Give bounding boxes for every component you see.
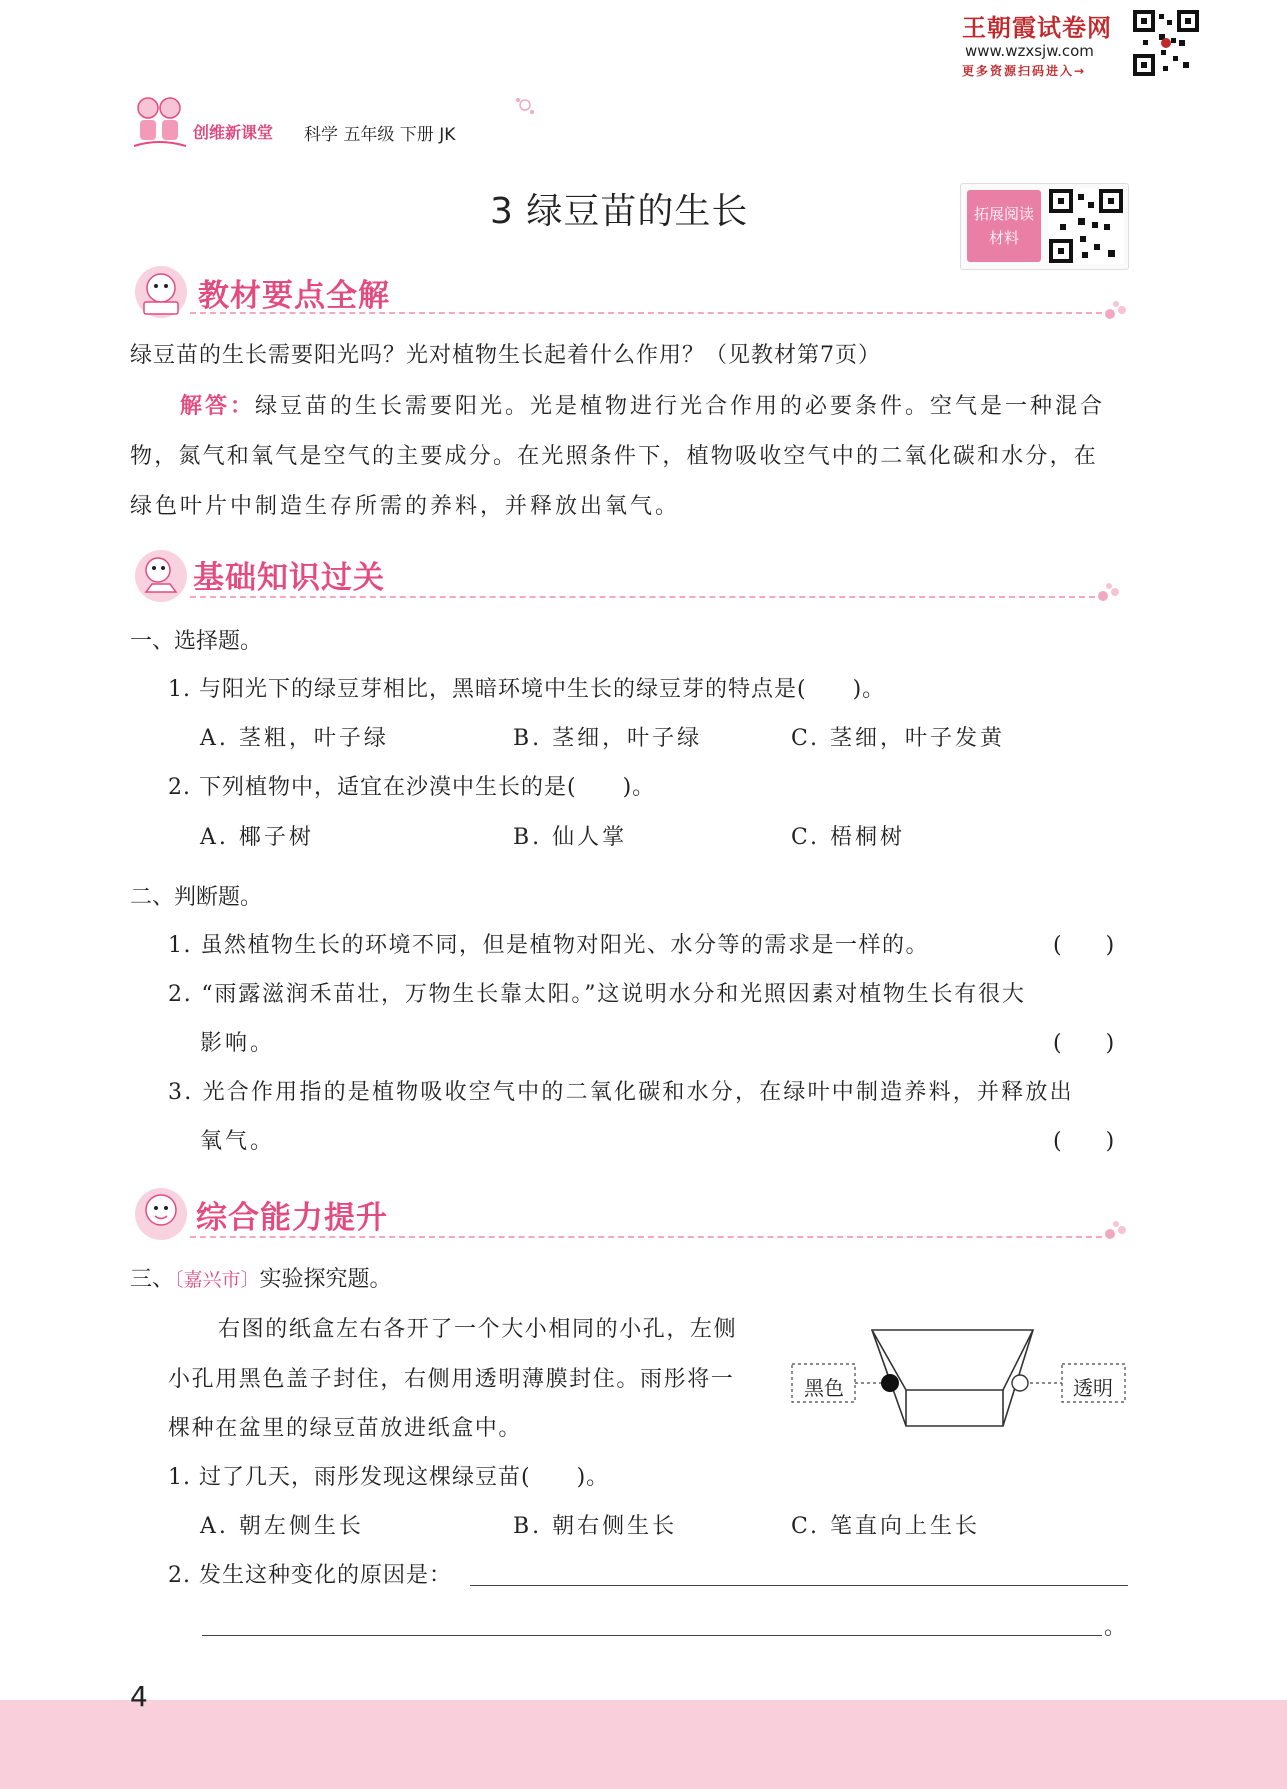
watermark-url[interactable]: www.wzxsjw.com <box>965 42 1094 60</box>
section3-title: 综合能力提升 <box>196 1200 388 1236</box>
extended-reading-tag[interactable] <box>967 190 1041 262</box>
experiment-intro-line3: 棵种在盆里的绿豆苗放进纸盒中。 <box>168 1416 523 1441</box>
section2-dots-icon <box>1095 580 1125 606</box>
judge-q3-bracket[interactable]: ( ) <box>1053 1129 1115 1154</box>
watermark-title: 王朝霞试卷网 <box>962 14 1112 42</box>
judge-heading: 二、判断题。 <box>130 885 263 910</box>
box-label-transparent: 透明 <box>1073 1376 1113 1400</box>
experiment-intro-line2: 小孔用黑色盖子封住，右侧用透明薄膜封住。雨彤将一 <box>168 1367 735 1392</box>
section1-answer-line1 <box>180 389 1105 420</box>
answer-text-line1: 绿豆苗的生长需要阳光。光是植物进行光合作用的必要条件。空气是一种混合 <box>255 394 1106 419</box>
choice-q2: 2. 下列植物中，适宜在沙漠中生长的是( )。 <box>168 775 656 800</box>
answer-label: 解答： <box>180 394 256 419</box>
judge-q3-line2: 氧气。 <box>200 1129 276 1154</box>
reading-qr-code-icon[interactable] <box>1048 188 1124 264</box>
section3-dots-icon <box>1102 1218 1132 1244</box>
answer-blank-line2[interactable] <box>202 1635 1102 1636</box>
experiment-heading <box>130 1262 392 1293</box>
brand-label: 创维新课堂 <box>193 123 274 142</box>
choice-q1-option-a[interactable]: A. 茎粗，叶子绿 <box>200 726 389 751</box>
lesson-title: 3 绿豆苗的生长 <box>490 191 749 232</box>
judge-q2-bracket[interactable]: ( ) <box>1053 1031 1115 1056</box>
judge-q2-line2: 影响。 <box>200 1031 276 1056</box>
qr-code-icon[interactable] <box>1133 10 1199 76</box>
section1-question: 绿豆苗的生长需要阳光吗？光对植物生长起着什么作用？（见教材第7页） <box>130 343 881 368</box>
footer-band <box>0 1700 1287 1789</box>
section2-title: 基础知识过关 <box>193 560 385 596</box>
experiment-q1-option-c[interactable]: C. 笔直向上生长 <box>791 1514 981 1539</box>
judge-q3-line1: 3. 光合作用指的是植物吸收空气中的二氧化碳和水分，在绿叶中制造养料，并释放出 <box>168 1080 1074 1105</box>
choice-q1-option-c[interactable]: C. 茎细，叶子发黄 <box>791 726 1006 751</box>
choice-heading: 一、选择题。 <box>130 629 263 654</box>
subject-label: 科学 五年级 下册 JK <box>304 125 456 145</box>
judge-q1: 1. 虽然植物生长的环境不同，但是植物对阳光、水分等的需求是一样的。 <box>168 933 929 958</box>
section2-divider <box>190 596 1095 598</box>
section1-mascot-icon <box>130 264 192 320</box>
experiment-q1: 1. 过了几天，雨彤发现这棵绿豆苗( )。 <box>168 1465 610 1490</box>
experiment-intro-line1: 右图的纸盒左右各开了一个大小相同的小孔，左侧 <box>218 1317 738 1342</box>
section1-answer-line2: 物，氮气和氧气是空气的主要成分。在光照条件下，植物吸收空气中的二氧化碳和水分，在 <box>130 444 1099 469</box>
kids-mascot-icon <box>128 92 190 154</box>
answer-blank-line1[interactable] <box>470 1585 1128 1586</box>
extended-reading-line2: 材料 <box>988 229 1019 247</box>
flower-decoration-icon <box>512 92 538 118</box>
judge-q2-line1: 2. “雨露滋润禾苗壮，万物生长靠太阳。”这说明水分和光照因素对植物生长有很大 <box>168 982 1026 1007</box>
extended-reading-line1: 拓展阅读 <box>973 205 1034 223</box>
judge-q1-bracket[interactable]: ( ) <box>1053 933 1115 958</box>
experiment-q1-option-b[interactable]: B. 朝右侧生长 <box>513 1514 678 1539</box>
city-tag: 〔嘉兴市〕 <box>174 1269 260 1291</box>
section3-mascot-icon <box>130 1186 192 1242</box>
section1-answer-line3: 绿色叶片中制造生存所需的养料，并释放出氧气。 <box>130 494 681 519</box>
section1-divider <box>190 312 1102 314</box>
section3-divider <box>190 1236 1102 1238</box>
choice-q2-option-c[interactable]: C. 梧桐树 <box>791 825 906 850</box>
choice-q1-option-b[interactable]: B. 茎细，叶子绿 <box>513 726 703 751</box>
experiment-prefix: 三、 <box>130 1267 175 1292</box>
experiment-q1-option-a[interactable]: A. 朝左侧生长 <box>200 1514 364 1539</box>
section1-dots-icon <box>1102 298 1132 324</box>
page-number: 4 <box>130 1680 148 1713</box>
section2-mascot-icon <box>130 548 192 604</box>
box-label-black: 黑色 <box>804 1376 844 1400</box>
choice-q2-option-b[interactable]: B. 仙人掌 <box>513 825 628 850</box>
choice-q1: 1. 与阳光下的绿豆芽相比，黑暗环境中生长的绿豆芽的特点是( )。 <box>168 677 886 702</box>
watermark-more: 更多资源扫码进入→ <box>962 64 1087 78</box>
experiment-q2: 2. 发生这种变化的原因是： <box>168 1563 452 1588</box>
experiment-heading-text: 实验探究题。 <box>259 1267 392 1292</box>
choice-q2-option-a[interactable]: A. 椰子树 <box>200 825 314 850</box>
answer-end-mark: 。 <box>1104 1615 1130 1640</box>
section1-title: 教材要点全解 <box>198 278 390 314</box>
